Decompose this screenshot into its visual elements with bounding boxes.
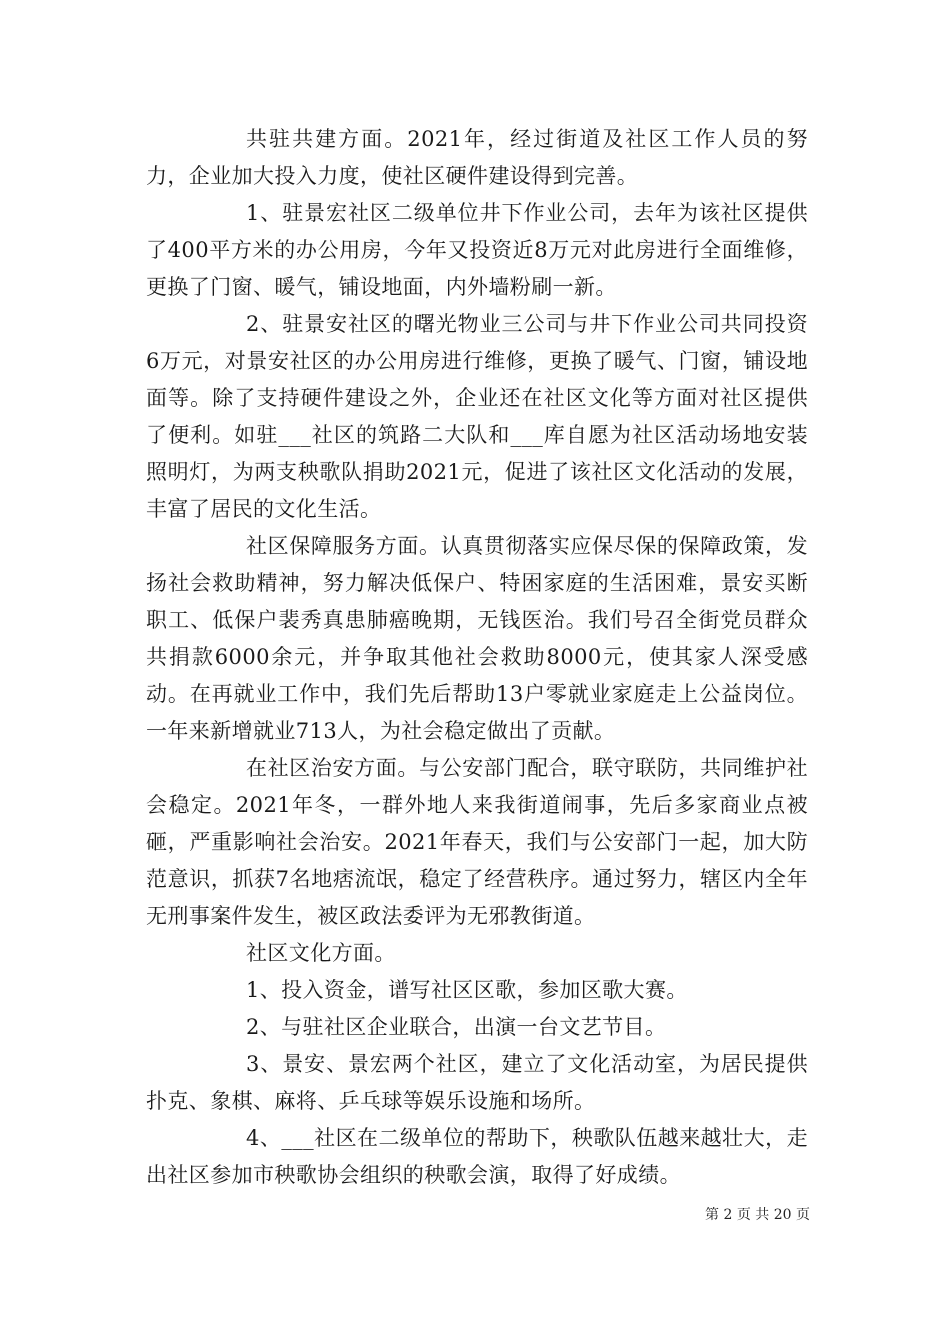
document-body xyxy=(146,121,808,1194)
paragraph-item-2-jingan: 2、驻景安社区的曙光物业三公司与井下作业公司共同投资6万元，对景安社区的办公用房进行维修，更换了暖气、门窗，铺设地面等。除了支持硬件建设之外，企业还在社区文化等方面对社区提供了便利。如驻___社区的筑路二大队和___库自愿为社区活动场地安装照明灯，为两支秧歌队捐助2021元，促进了该社区文化活动的发展，丰富了居民的文化生活。 xyxy=(146,312,808,521)
paragraph-culture-item-3: 3、景安、景宏两个社区，建立了文化活动室，为居民提供扑克、象棋、麻将、乒乓球等娱乐设施和场所。 xyxy=(146,1052,808,1113)
paragraph-social-security: 社区保障服务方面。认真贯彻落实应保尽保的保障政策，发扬社会救助精神，努力解决低保户、特困家庭的生活困难，景安买断职工、低保户裴秀真患肺癌晚期，无钱医治。我们号召全街党员群众共捐款6000余元，并争取其他社会救助8000元，使其家人深受感动。在再就业工作中，我们先后帮助13户零就业家庭走上公益岗位。一年来新增就业713人，为社会稳定做出了贡献。 xyxy=(146,534,808,743)
paragraph-cobuilding: 共驻共建方面。2021年，经过街道及社区工作人员的努力，企业加大投入力度，使社区硬件建设得到完善。 xyxy=(146,127,808,188)
paragraph-culture-heading: 社区文化方面。 xyxy=(246,941,396,965)
paragraph-culture-item-1: 1、投入资金，谱写社区区歌，参加区歌大赛。 xyxy=(246,978,688,1002)
paragraph-public-security: 在社区治安方面。与公安部门配合，联守联防，共同维护社会稳定。2021年冬，一群外地人来我街道闹事，先后多家商业点被砸，严重影响社会治安。2021年春天，我们与公安部门一起，加大防范意识，抓获7名地痞流氓，稳定了经营秩序。通过努力，辖区内全年无刑事案件发生，被区政法委评为无邪教街道。 xyxy=(146,756,808,928)
paragraph-culture-item-2: 2、与驻社区企业联合，出演一台文艺节目。 xyxy=(246,1015,667,1039)
paragraph-item-1-jinghong: 1、驻景宏社区二级单位井下作业公司，去年为该社区提供了400平方米的办公用房，今年又投资近8万元对此房进行全面维修，更换了门窗、暖气，铺设地面，内外墙粉刷一新。 xyxy=(146,201,808,299)
paragraph-culture-item-4: 4、___社区在二级单位的帮助下，秧歌队伍越来越壮大，走出社区参加市秧歌协会组织的秧歌会演，取得了好成绩。 xyxy=(146,1126,808,1187)
page-number-footer: 第 2 页 共 20 页 xyxy=(705,1207,810,1223)
